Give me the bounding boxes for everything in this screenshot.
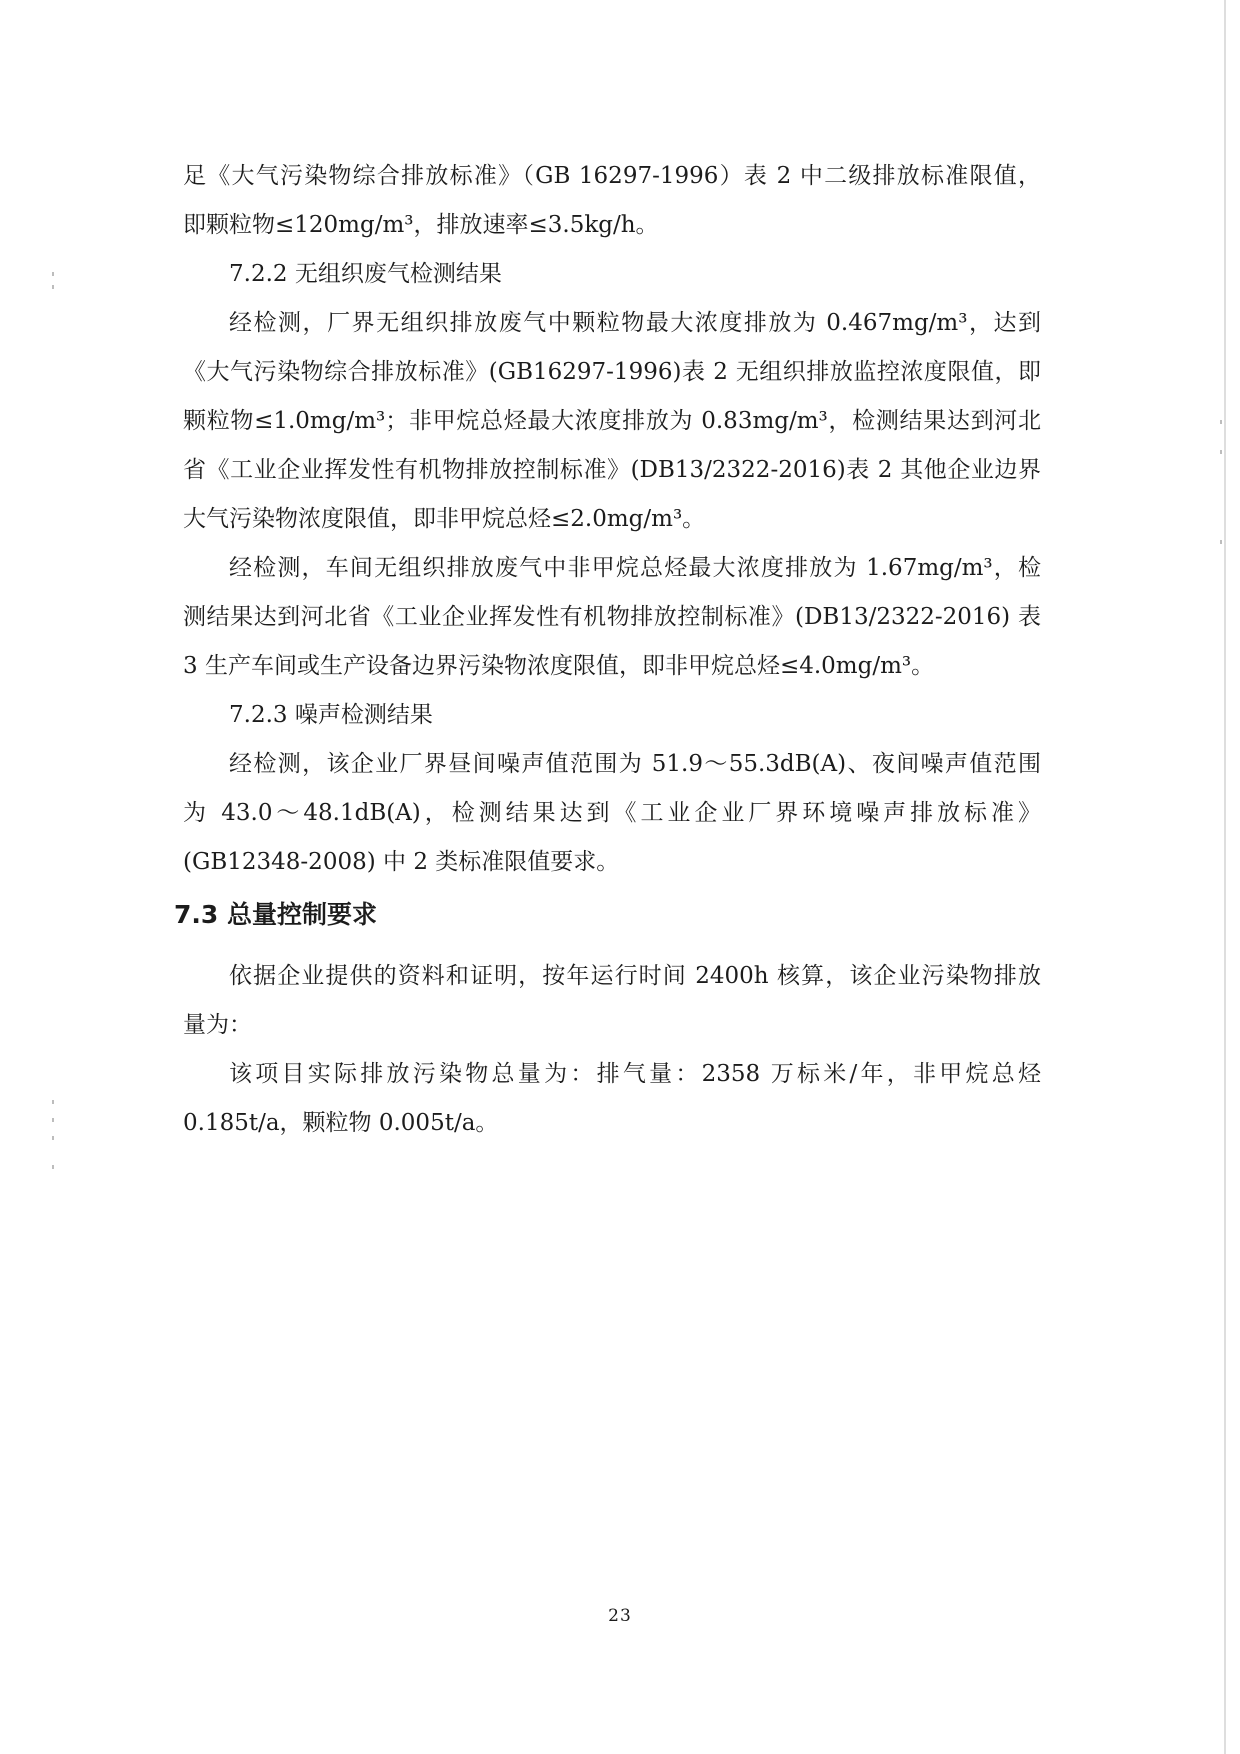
body-line: 足《大气污染物综合排放标准》（GB 16297-1996）表 2 中二级排放标准限值， <box>183 163 1041 189</box>
body-line: 0.185t/a，颗粒物 0.005t/a。 <box>183 1110 499 1136</box>
body-line: 为 43.0～48.1dB(A)，检测结果达到《工业企业厂界环境噪声排放标准》 <box>183 800 1041 826</box>
body-line: 该项目实际排放污染物总量为：排气量：2358 万标米/年，非甲烷总烃 <box>229 1061 1041 1087</box>
body-line: 《大气污染物综合排放标准》(GB16297-1996)表 2 无组织排放监控浓度限值，即 <box>183 359 1041 385</box>
subsection-title-7-2-3: 7.2.3 噪声检测结果 <box>229 702 433 728</box>
page-number: 23 <box>608 1606 632 1626</box>
body-line: 经检测，厂界无组织排放废气中颗粒物最大浓度排放为 0.467mg/m³，达到 <box>229 310 1041 336</box>
scan-mark <box>52 1136 54 1140</box>
body-line: 依据企业提供的资料和证明，按年运行时间 2400h 核算，该企业污染物排放 <box>229 963 1041 989</box>
body-line: 经检测，该企业厂界昼间噪声值范围为 51.9～55.3dB(A)、夜间噪声值范围 <box>229 751 1041 777</box>
body-line: 3 生产车间或生产设备边界污染物浓度限值，即非甲烷总烃≤4.0mg/m³。 <box>183 653 935 679</box>
scan-mark <box>52 1165 54 1169</box>
scan-mark <box>1220 450 1222 454</box>
body-line: 经检测，车间无组织排放废气中非甲烷总烃最大浓度排放为 1.67mg/m³，检 <box>229 555 1041 581</box>
scan-mark <box>52 1118 54 1122</box>
scan-mark <box>52 1100 54 1104</box>
body-line: 即颗粒物≤120mg/m³，排放速率≤3.5kg/h。 <box>183 212 659 238</box>
scan-mark <box>1220 540 1222 544</box>
scan-page-edge <box>1224 0 1226 1754</box>
document-body <box>174 152 1041 1148</box>
body-line: 量为： <box>183 1012 252 1038</box>
body-line: 颗粒物≤1.0mg/m³；非甲烷总烃最大浓度排放为 0.83mg/m³，检测结果达到河北 <box>183 408 1041 434</box>
body-line: (GB12348-2008) 中 2 类标准限值要求。 <box>183 849 620 875</box>
section-title-7-3: 7.3 总量控制要求 <box>174 900 377 929</box>
scan-mark <box>52 285 54 289</box>
body-line: 测结果达到河北省《工业企业挥发性有机物排放控制标准》(DB13/2322-2016) 表 <box>183 604 1041 630</box>
body-line: 大气污染物浓度限值，即非甲烷总烃≤2.0mg/m³。 <box>183 506 706 532</box>
body-line: 省《工业企业挥发性有机物排放控制标准》(DB13/2322-2016)表 2 其他企业边界 <box>183 457 1041 483</box>
subsection-title-7-2-2: 7.2.2 无组织废气检测结果 <box>229 261 502 287</box>
scan-mark <box>1220 420 1222 424</box>
scan-mark <box>52 272 54 276</box>
